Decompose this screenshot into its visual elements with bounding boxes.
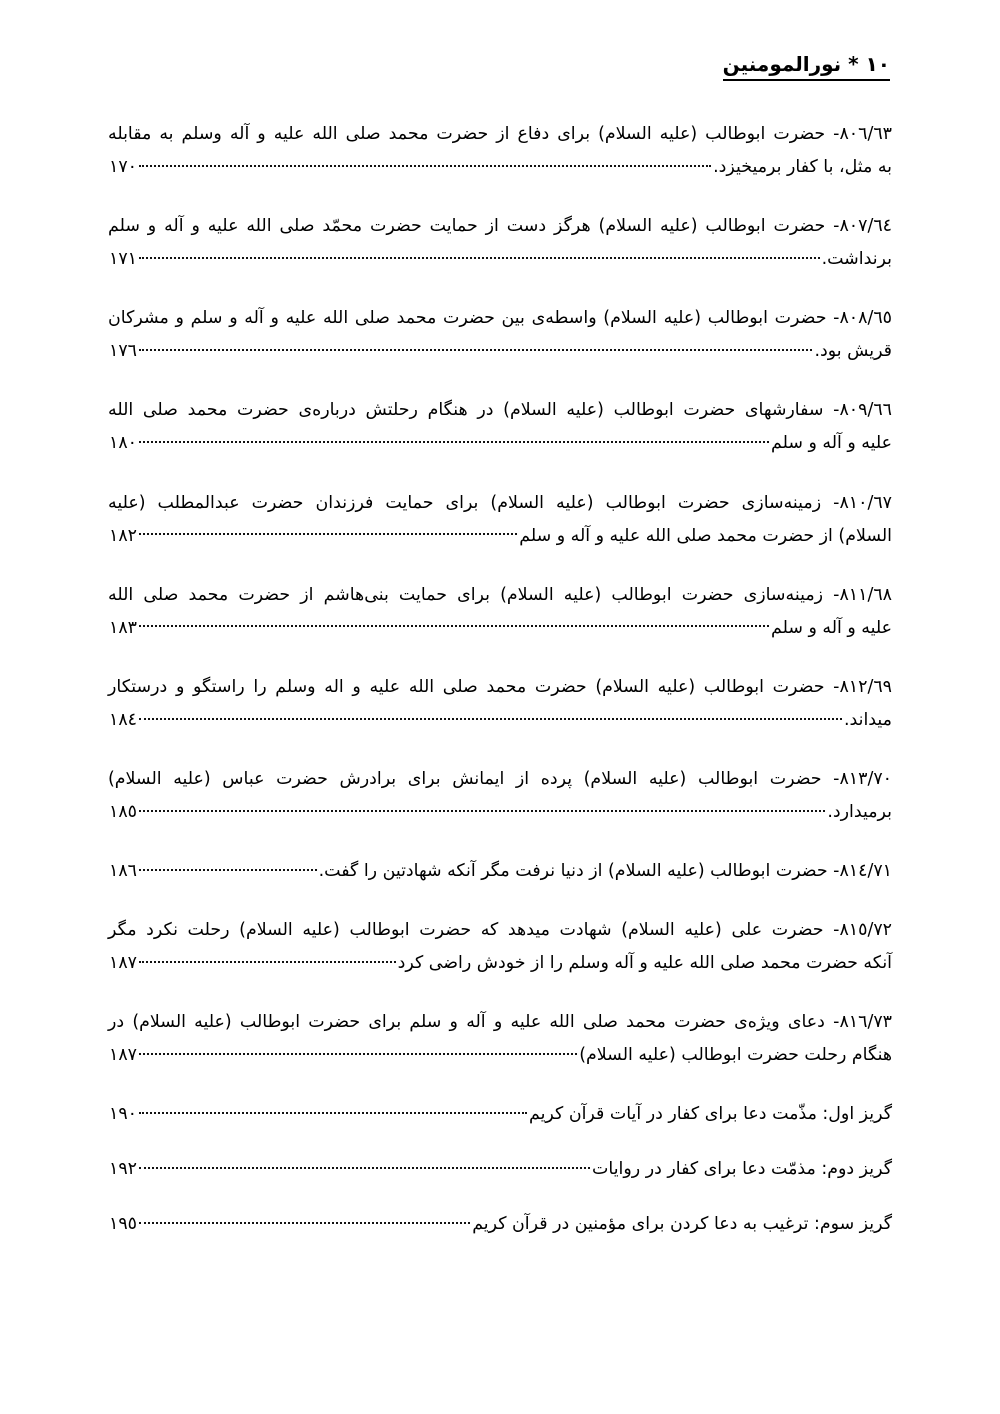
toc-excursus-entry[interactable] [108, 1153, 892, 1186]
toc-page-number[interactable]: ١٨٦ [109, 861, 138, 881]
toc-page-number[interactable]: ١٧٠ [109, 157, 138, 178]
toc-entry-tail-row [108, 947, 892, 980]
toc-entry-text: ٨٠٩/٦٦- سفارشهای حضرت ابوطالب (علیه السلام) در هنگام رحلتش درباره‌ی حضرت محمد صلی الله [108, 400, 892, 421]
toc-dot-leader [139, 1157, 590, 1174]
toc-entry-text: ٨٠٨/٦٥- حضرت ابوطالب (علیه السلام) واسطه‌ی بین حضرت محمد صلی الله علیه و آله و سلم و مشرکان [108, 308, 892, 329]
toc-entry-tail-row [108, 796, 892, 829]
toc-entry-tail-text: آنکه حضرت محمد صلی الله علیه و آله وسلم را از خودش راضی کرد [397, 953, 892, 974]
toc-dot-leader [139, 247, 820, 264]
page-running-header [110, 52, 890, 81]
toc-dot-leader [139, 1212, 470, 1229]
toc-entry-tail-row [108, 704, 892, 737]
table-of-contents [108, 118, 892, 1264]
toc-entry-tail-row [108, 520, 892, 553]
toc-entry-tail-text: ٨١٤/٧١- حضرت ابوطالب (علیه السلام) از دنیا نرفت مگر آنکه شهادتین را گفت. [318, 861, 892, 881]
toc-entry[interactable] [108, 579, 892, 645]
toc-entry-tail-text: علیه و آله و سلم [771, 617, 892, 638]
toc-entry-tail-text: قریش بود. [814, 341, 892, 362]
toc-entry-text: ٨١١/٦٨- زمینه‌سازی حضرت ابوطالب (علیه السلام) برای حمایت بنی‌هاشم از حضرت محمد صلی الله [108, 584, 892, 605]
toc-entry-text: ٨١٠/٦٧- زمینه‌سازی حضرت ابوطالب (علیه السلام) برای حمایت فرزندان حضرت عبدالمطلب (علیه [108, 492, 892, 513]
toc-entry-tail-row [108, 335, 892, 368]
toc-entry-tail-row [108, 427, 892, 460]
toc-entry-tail-row [108, 243, 892, 276]
toc-page-number[interactable]: ١٩٠ [109, 1104, 138, 1125]
toc-entry-tail-text: برنداشت. [821, 249, 892, 270]
header-title: ١٠ * نورالمومنين [723, 52, 890, 81]
toc-entry[interactable] [108, 394, 892, 460]
toc-entry-text: ٨١٣/٧٠- حضرت ابوطالب (علیه السلام) پرده از ایمانش برای برادرش حضرت عباس (علیه السلام) [108, 768, 892, 789]
toc-page-number[interactable]: ١٨٤ [109, 709, 138, 730]
toc-entry-tail-row [108, 855, 892, 888]
toc-entry[interactable] [108, 487, 892, 553]
toc-page-number[interactable]: ١٨٣ [109, 617, 138, 638]
toc-entry-text: ٨١٦/٧٣- دعای ویژه‌ی حضرت محمد صلی الله علیه و آله و سلم برای حضرت ابوطالب (علیه السلام) در [108, 1012, 892, 1033]
toc-entry-tail-text: گریز دوم: مذمّت دعا برای کفار در روایات [592, 1159, 892, 1180]
toc-entry-tail-text: هنگام رحلت حضرت ابوطالب (علیه السلام) [579, 1045, 892, 1066]
toc-entry-tail-row [108, 151, 892, 184]
toc-page-number[interactable]: ١٧٦ [109, 341, 138, 362]
toc-dot-leader [139, 1102, 527, 1119]
toc-entry[interactable] [108, 302, 892, 368]
toc-entry[interactable] [108, 763, 892, 829]
toc-dot-leader [139, 523, 517, 540]
toc-page-number[interactable]: ١٨٠ [109, 433, 138, 454]
toc-entry-text: ٨١٢/٦٩- حضرت ابوطالب (علیه السلام) حضرت محمد صلی الله علیه و اله وسلم را راستگو و درستکار [108, 676, 892, 697]
toc-entry-tail-text: برمیدارد. [827, 801, 892, 822]
toc-entry-text: ٨١٥/٧٢- حضرت علی (علیه السلام) شهادت میدهد که حضرت ابوطالب (علیه السلام) رحلت نکرد مگر [108, 920, 892, 941]
toc-entry[interactable] [108, 1006, 892, 1072]
toc-dot-leader [139, 859, 317, 876]
toc-excursus-entry[interactable] [108, 1098, 892, 1131]
toc-entry[interactable] [108, 671, 892, 737]
toc-dot-leader [139, 431, 769, 448]
toc-dot-leader [139, 951, 396, 968]
toc-entry[interactable] [108, 118, 892, 184]
toc-entry-tail-row [108, 1039, 892, 1072]
toc-page-number[interactable]: ١٨٧ [109, 1045, 138, 1066]
toc-dot-leader [139, 155, 711, 172]
toc-entry-tail-text: علیه و آله و سلم [771, 433, 892, 454]
toc-entry-text: ٨٠٧/٦٤- حضرت ابوطالب (علیه السلام) هرگز دست از حمایت حضرت محمّد صلی الله علیه و آله و سلم [108, 216, 892, 237]
toc-entry-tail-row [108, 1208, 892, 1241]
toc-entry-tail-row [108, 1153, 892, 1186]
toc-dot-leader [139, 615, 769, 632]
toc-page-number[interactable]: ١٩٥ [109, 1214, 138, 1235]
toc-page-number[interactable]: ١٨٢ [109, 525, 138, 546]
toc-entry[interactable] [108, 210, 892, 276]
toc-entry-tail-row [108, 612, 892, 645]
toc-dot-leader [139, 800, 825, 817]
toc-entry-tail-text: به مثل، با کفار برمیخیزد. [713, 157, 892, 178]
toc-entry-tail-text: گریز سوم: ترغیب به دعا کردن برای مؤمنین در قرآن کریم [472, 1214, 892, 1235]
toc-page-number[interactable]: ١٨٧ [109, 953, 138, 974]
toc-entry-text: ٨٠٦/٦٣- حضرت ابوطالب (علیه السلام) برای دفاع از حضرت محمد صلی الله علیه و آله وسلم به مقابله [108, 124, 892, 144]
toc-page-number[interactable]: ١٧١ [109, 249, 138, 270]
toc-excursus-entry[interactable] [108, 1208, 892, 1241]
toc-dot-leader [139, 707, 842, 724]
toc-page-number[interactable]: ١٨٥ [109, 801, 138, 822]
toc-entry-tail-text: میداند. [843, 709, 892, 730]
toc-entry-tail-row [108, 1098, 892, 1131]
toc-page-number[interactable]: ١٩٢ [109, 1159, 138, 1180]
toc-entry-tail-text: السلام) از حضرت محمد صلی الله علیه و آله و سلم [519, 525, 892, 546]
toc-entry[interactable] [108, 914, 892, 980]
toc-entry-tail-text: گریز اول: مذّمت دعا برای کفار در آیات قرآن کریم [529, 1104, 892, 1125]
toc-dot-leader [139, 339, 812, 356]
toc-entry[interactable] [108, 855, 892, 888]
toc-dot-leader [139, 1043, 577, 1060]
